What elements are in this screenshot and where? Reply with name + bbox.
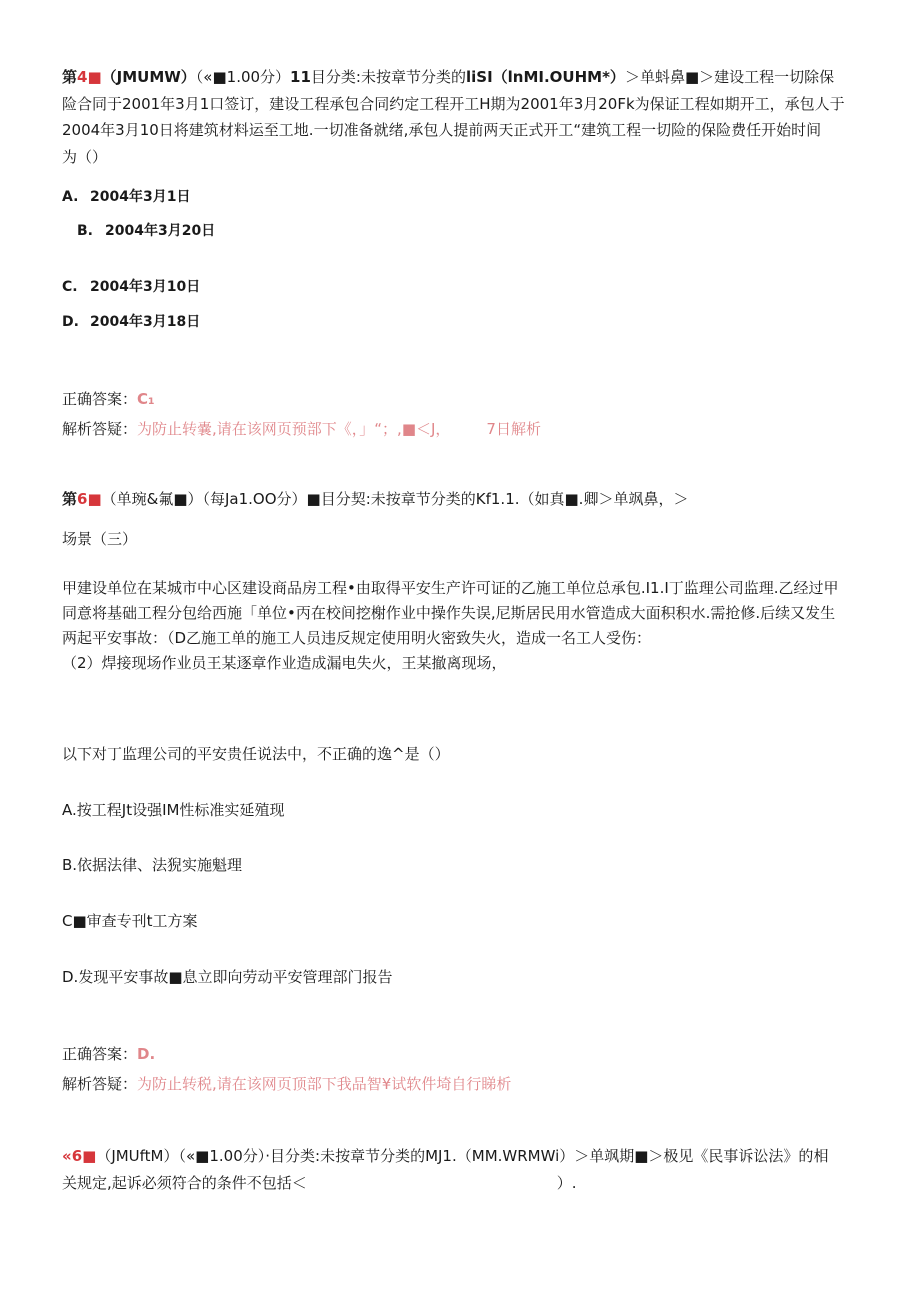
q4-option-d[interactable]: [62, 309, 862, 335]
q4-text-1: 建设工程一切除保: [714, 68, 835, 86]
q4-stem: [62, 64, 862, 170]
q-last-line-2: [62, 1170, 862, 1197]
q4-answer: [62, 386, 862, 412]
q-last-number: 6■: [71, 1147, 97, 1165]
q-last-text-b: ）.: [556, 1173, 577, 1192]
q6-number: 6■: [77, 490, 102, 508]
q-last-header-text: （JMUftM）（«■1.00分）·目分类:未按章节分类的MJ1.（MM.WRMWi）＞单飒期■＞极见《民事诉讼法》的相: [96, 1147, 829, 1165]
analysis-text[interactable]: 为防止转嚢,请在该网页预部下《，」“；,■＜J，: [137, 420, 451, 438]
q6-para-3: 两起平安事故：（D乙施工单的施工人员违反规定使用明火密致失火，造成一名工人受伤：: [62, 629, 652, 647]
q6-num-prefix: 第: [62, 490, 78, 508]
q4-num-prefix: 第: [62, 68, 78, 86]
q4-text-2: 险合同于2001年3月1口签订，建设工程承包合同约定工程开工H期为2001年3月20Fk为保证工程如期开工，承包人于: [62, 94, 845, 113]
analysis-text[interactable]: 为防止转税,请在该网页顶部下我品智¥试软件埼自行睇析: [137, 1075, 512, 1093]
q6-paragraph: [62, 576, 862, 676]
option-label: D.: [62, 314, 79, 330]
option-label: B.: [77, 223, 93, 239]
option-text: 2004年3月18日: [90, 314, 201, 330]
option-label: C.: [62, 279, 78, 295]
q4-option-a[interactable]: [62, 184, 862, 210]
analysis-label: 解析答疑：: [62, 1075, 138, 1093]
answer-label: 正确答案：: [62, 390, 138, 408]
q4-number: 4■: [77, 68, 102, 86]
q6-analysis: [62, 1071, 862, 1097]
q4-score: （«■1.00分）: [195, 68, 291, 86]
q4-type: （JMUMW）: [101, 68, 196, 86]
q6-header-text: （单琬&氟■）（每Ja1.OO分）■目分契:未按章节分类的Kf1.1.（如真■.卿＞单飒鼻，＞: [101, 490, 689, 508]
answer-value: C₁: [137, 390, 155, 408]
option-text: 2004年3月10日: [90, 279, 201, 295]
q-last-text-a: 关规定,起诉必须符合的条件不包括＜: [62, 1173, 307, 1192]
q6-question: 以下对丁监理公司的平安贵任说法中，不正确的逸^是（）: [62, 745, 450, 763]
q6-answer: [62, 1041, 862, 1067]
q4-text-4: 为（）: [62, 147, 108, 166]
q4-option-c[interactable]: [62, 274, 862, 300]
option-text: 2004年3月20日: [105, 223, 216, 239]
q4-category-tail: ＞单蚪鼻■＞: [624, 68, 715, 86]
q-last-line-1: [62, 1143, 862, 1170]
answer-label: 正确答案：: [62, 1045, 138, 1063]
q4-line-1: [62, 64, 862, 91]
option-label: A.: [62, 189, 79, 205]
q4-text-3: 2004年3月10日将建筑材料运至工地.一切准备就绪,承包人提前两天正式开工“建筑工程一切险的保险费任开始时间: [62, 121, 822, 139]
q6-option-a[interactable]: A.按工程Jt设强IM性标准实延殖现: [62, 801, 285, 819]
q-last-prefix: «: [62, 1147, 72, 1165]
q6-option-c[interactable]: C■审查专刊t工方案: [62, 912, 198, 930]
q4-analysis: [62, 416, 862, 442]
analysis-tail[interactable]: 7日解析: [486, 420, 541, 438]
q6-stem: [62, 486, 862, 513]
q4-category-code: liSI（lnMI.OUHM*）: [465, 68, 625, 86]
q-last-stem: [62, 1143, 862, 1196]
q4-category: 目分类:未按章节分类的: [310, 68, 466, 86]
q6-para-2: 同意将基础工程分包给西施「单位•丙在校间挖榭作业中操作失误,尼斯居民用水管造成大面积积水.需抢修.后续又发生: [62, 604, 836, 622]
option-text: 2004年3月1日: [90, 189, 191, 205]
q6-option-b[interactable]: B.依据法律、法猊实施魁理: [62, 856, 243, 874]
q4-cat-num: 11: [290, 68, 311, 86]
q6-para-4: （2）焊接现场作业员王某逐章作业造成漏电失火，王某撤离现场，: [62, 654, 507, 672]
q4-option-b[interactable]: [77, 218, 877, 244]
q6-scene: 场景（三）: [62, 530, 138, 548]
analysis-label: 解析答疑：: [62, 420, 138, 438]
q6-option-d[interactable]: D.发现平安事故■息立即向劳动平安管理部门报告: [62, 968, 393, 986]
q6-para-1: 甲建设单位在某城市中心区建设商品房工程•由取得平安生产许可证的乙施工单位总承包.I1.I丁监理公司监理.乙经过甲: [62, 579, 839, 597]
answer-value: D.: [137, 1045, 156, 1063]
